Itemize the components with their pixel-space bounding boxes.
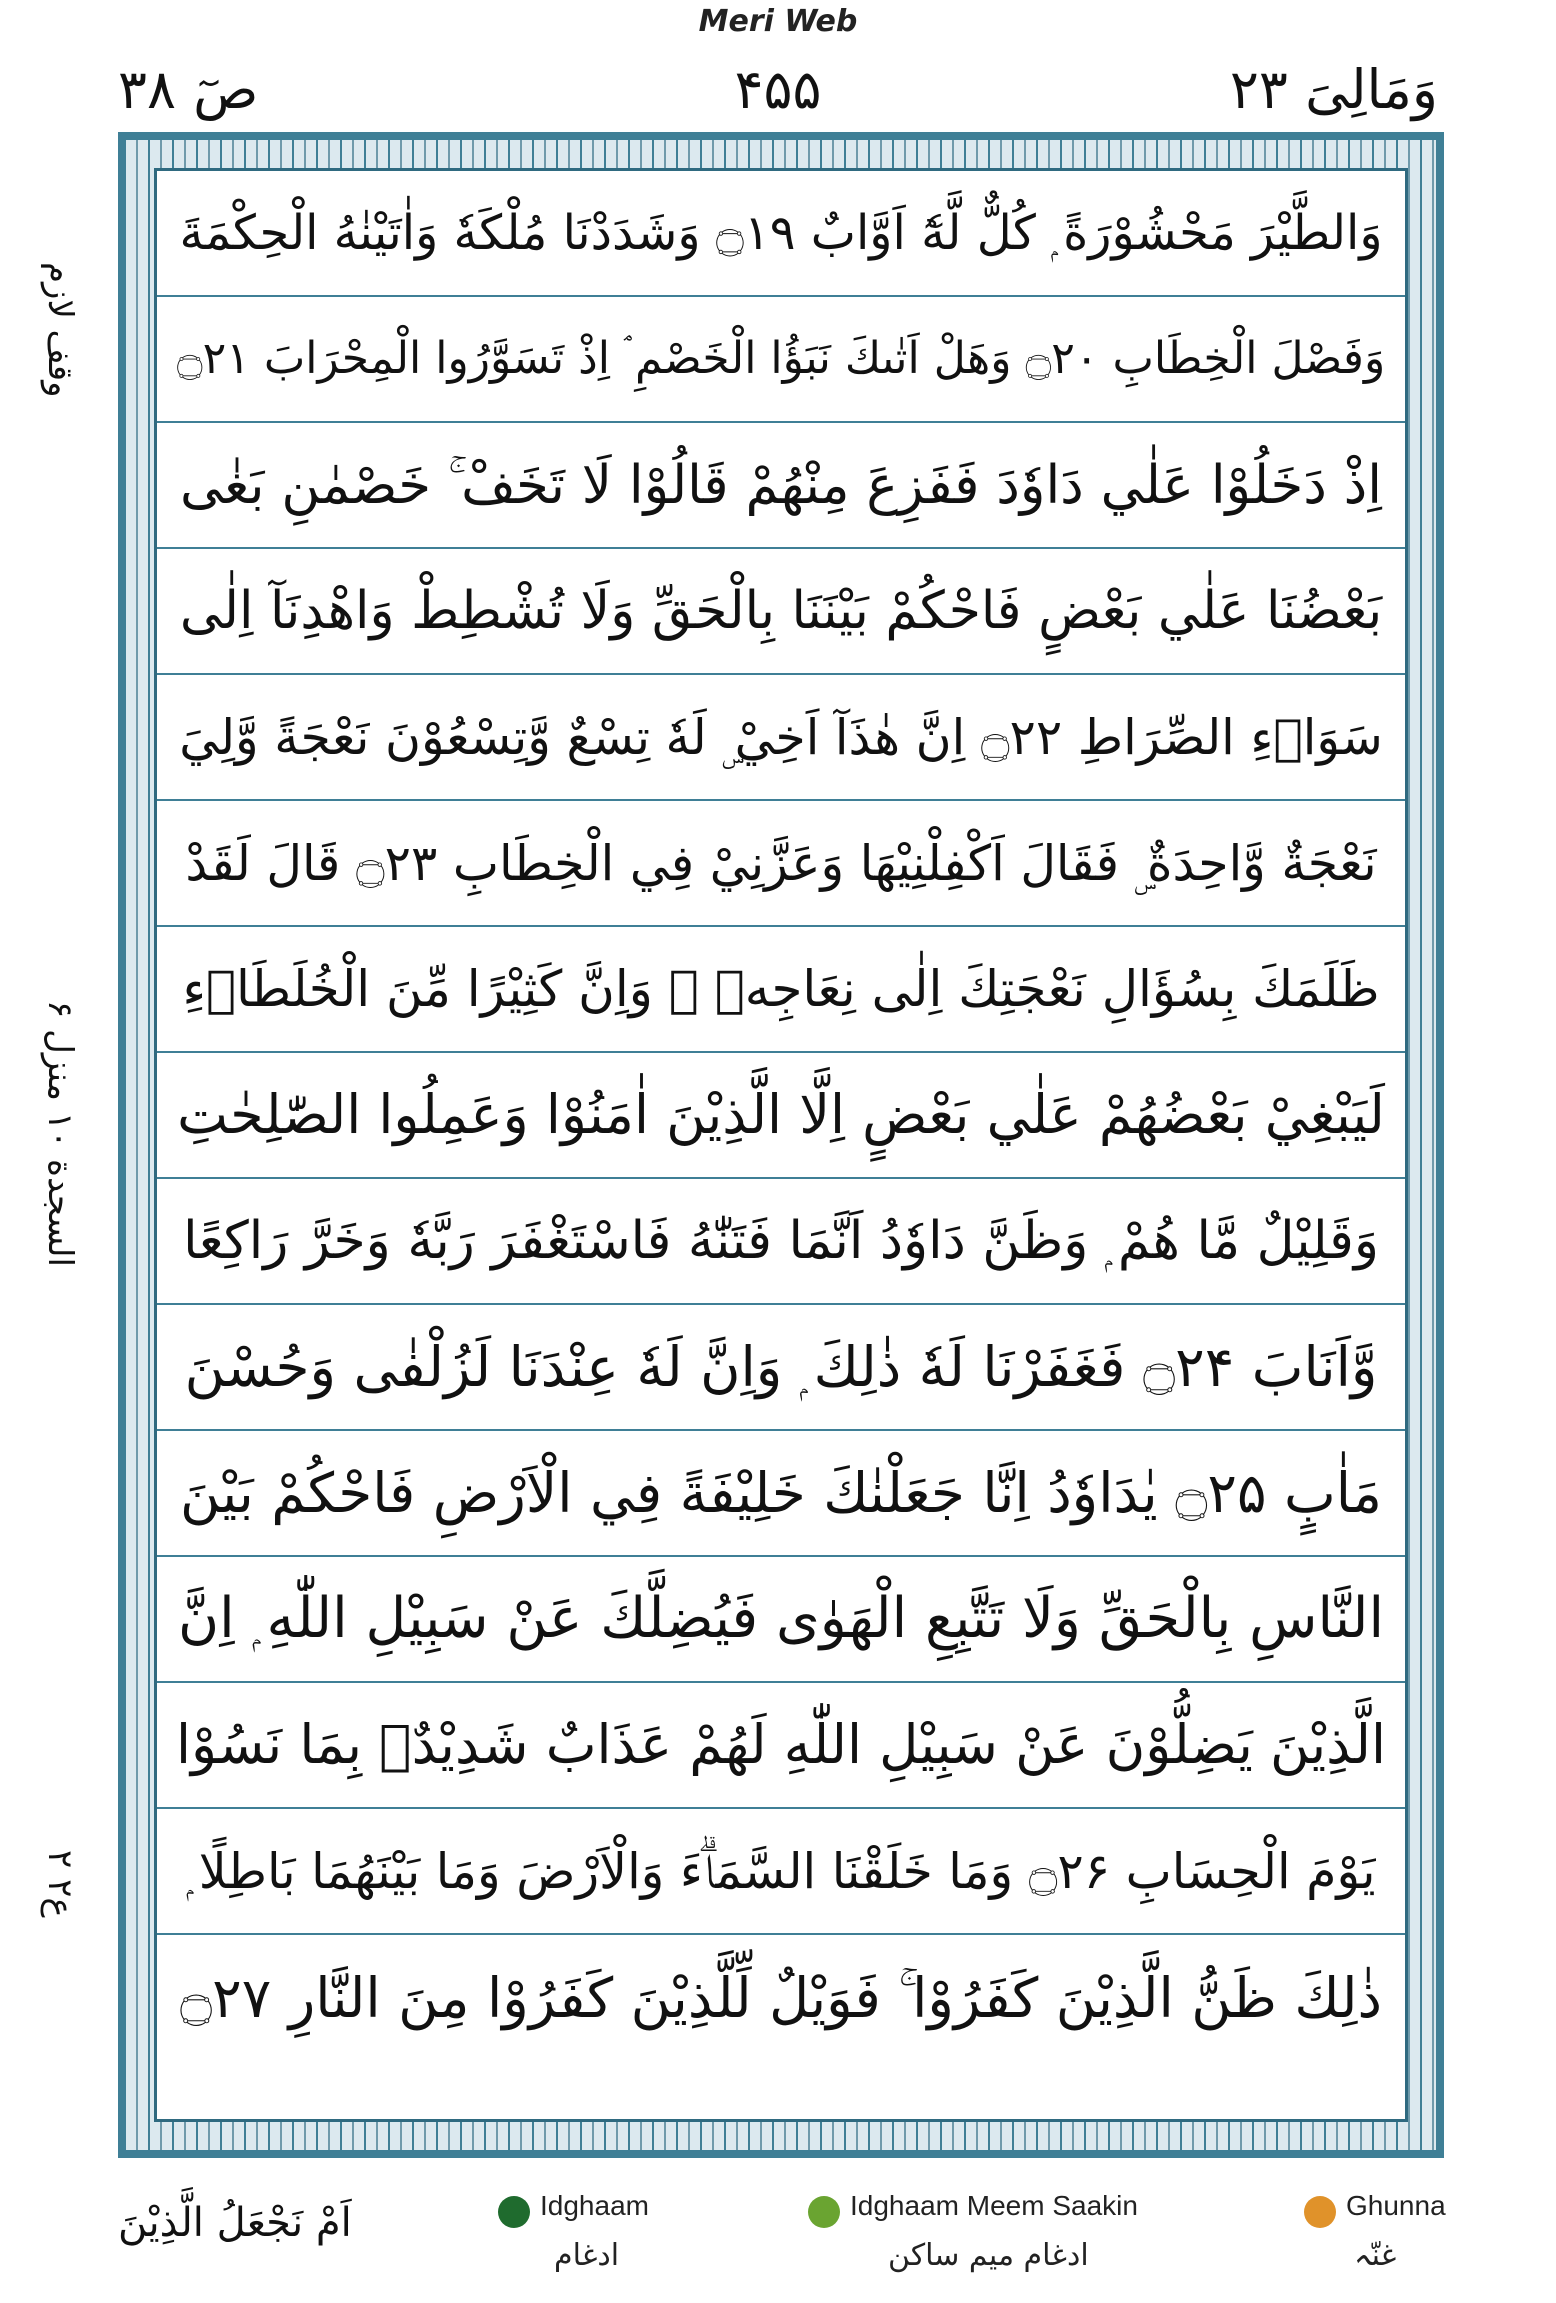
- line-text: وَفَصْلَ الْخِطَابِ ۝۲۰ وَهَلْ اَتٰىكَ نَبَؤُا الْخَصْمِ ۘ اِذْ تَسَوَّرُوا الْمِحْرَابَ ۝۲۱: [176, 333, 1386, 384]
- text-line: [157, 675, 1405, 801]
- watermark: Meri Web: [698, 4, 858, 39]
- line-text: مَاٰبٍ ۝۲۵ يٰدَاوٗدُ اِنَّا جَعَلْنٰكَ خَلِيْفَةً فِي الْاَرْضِ فَاحْكُمْ بَيْنَ: [180, 1460, 1382, 1525]
- line-text: وَقَلِيْلٌ مَّا هُمْ ۭ وَظَنَّ دَاوٗدُ اَنَّمَا فَتَنّٰهُ فَاسْتَغْفَرَ رَبَّهٗ وَخَرَّ رَاكِعًا: [183, 1211, 1379, 1271]
- text-line: [157, 1683, 1405, 1809]
- page-number: ۴۵۵: [734, 58, 822, 121]
- text-line: [157, 801, 1405, 927]
- text-line: [157, 1053, 1405, 1179]
- line-text: ذٰلِكَ ظَنُّ الَّذِيْنَ كَفَرُوْا ۚ فَوَيْلٌ لِّلَّذِيْنَ كَفَرُوْا مِنَ النَّارِ ۝۲۷: [179, 1965, 1383, 2030]
- line-text: اِذْ دَخَلُوْا عَلٰي دَاوٗدَ فَفَزِعَ مِنْهُمْ قَالُوْا لَا تَخَفْ ۚ خَصْمٰنِ بَغٰى: [179, 454, 1383, 516]
- text-line: [157, 297, 1405, 423]
- catchword: اَمْ نَجْعَلُ الَّذِيْنَ: [118, 2200, 352, 2246]
- text-line: [157, 1557, 1405, 1683]
- line-text: بَعْضُنَا عَلٰي بَعْضٍ فَاحْكُمْ بَيْنَنَا بِالْحَقِّ وَلَا تُشْطِطْ وَاهْدِنَآ اِلٰى: [179, 581, 1383, 641]
- text-line: [157, 1935, 1405, 2061]
- juz-name: وَمَالِیَ ۲۳: [1229, 58, 1438, 121]
- ghunna-color-dot: [1304, 2196, 1336, 2228]
- text-line: [157, 549, 1405, 675]
- margin-note-sajda-manzil: السجدة ۱۰ منزل ۶: [40, 1000, 80, 1267]
- margin-note-waqf: وقف لازم: [40, 262, 80, 398]
- idghaam-color-dot: [498, 2196, 530, 2228]
- page-header: [0, 58, 1556, 128]
- legend-label-en: Idghaam: [540, 2190, 649, 2221]
- line-text: يَوْمَ الْحِسَابِ ۝۲۶ وَمَا خَلَقْنَا السَّمَاۗءَ وَالْاَرْضَ وَمَا بَيْنَهُمَا بَاطِلًا ۭ: [186, 1842, 1376, 1900]
- text-lines: [157, 171, 1405, 2119]
- line-text: لَيَبْغِيْ بَعْضُهُمْ عَلٰي بَعْضٍ اِلَّا الَّذِيْنَ اٰمَنُوْا وَعَمِلُوا الصّٰلِحٰتِ: [177, 1083, 1385, 1146]
- text-line: [157, 1179, 1405, 1305]
- line-text: وَّاَنَابَ ۝۲۴ فَغَفَرْنَا لَهٗ ذٰلِكَ ۭ وَاِنَّ لَهٗ عِنْدَنَا لَزُلْفٰى وَحُسْنَ: [184, 1334, 1378, 1399]
- text-line: [157, 1305, 1405, 1431]
- text-line: [157, 1431, 1405, 1557]
- line-text: سَوَاۗءِ الصِّرَاطِ ۝۲۲ اِنَّ هٰذَآ اَخِيْ ۣ لَهٗ تِسْعٌ وَّتِسْعُوْنَ نَعْجَةً وَّلِيَ: [179, 708, 1383, 766]
- text-area: [154, 168, 1408, 2122]
- margin-note-ruku: ع۲ ۲: [40, 1850, 80, 1918]
- line-text: وَالطَّيْرَ مَحْشُوْرَةً ۭ كُلٌّ لَّهٗٓ اَوَّابٌ ۝۱۹ وَشَدَدْنَا مُلْكَهٗ وَاٰتَيْنٰهُ الْحِكْمَةَ: [179, 205, 1383, 261]
- text-line: [157, 423, 1405, 549]
- idghaam-meem-color-dot: [808, 2196, 840, 2228]
- page-footer: [0, 2180, 1556, 2303]
- legend-label-ur: ادغام میم ساکن: [888, 2238, 1089, 2273]
- line-text: ظَلَمَكَ بِسُؤَالِ نَعْجَتِكَ اِلٰى نِعَاجِهٖ ۭ وَاِنَّ كَثِيْرًا مِّنَ الْخُلَطَاۗءِ: [182, 960, 1380, 1018]
- text-line: [157, 1809, 1405, 1935]
- line-text: نَعْجَةٌ وَّاحِدَةٌ ۣ فَقَالَ اَكْفِلْنِيْهَا وَعَزَّنِيْ فِي الْخِطَابِ ۝۲۳ قَالَ لَقَدْ: [185, 834, 1377, 892]
- legend-label-ur: ادغام: [554, 2238, 620, 2273]
- surah-name: صٓ ۳۸: [118, 58, 259, 121]
- line-text: الَّذِيْنَ يَضِلُّوْنَ عَنْ سَبِيْلِ اللّٰهِ لَهُمْ عَذَابٌ شَدِيْدٌۢ بِمَا نَسُوْا: [176, 1713, 1386, 1776]
- page-frame: [118, 132, 1444, 2158]
- text-line: [157, 927, 1405, 1053]
- legend-label-ur: غنّہ: [1354, 2238, 1397, 2273]
- text-line: [157, 171, 1405, 297]
- line-text: النَّاسِ بِالْحَقِّ وَلَا تَتَّبِعِ الْهَوٰى فَيُضِلَّكَ عَنْ سَبِيْلِ اللّٰهِ ۭ اِنَّ: [177, 1586, 1385, 1651]
- legend-label-en: Ghunna: [1346, 2190, 1446, 2221]
- legend-label-en: Idghaam Meem Saakin: [850, 2190, 1138, 2221]
